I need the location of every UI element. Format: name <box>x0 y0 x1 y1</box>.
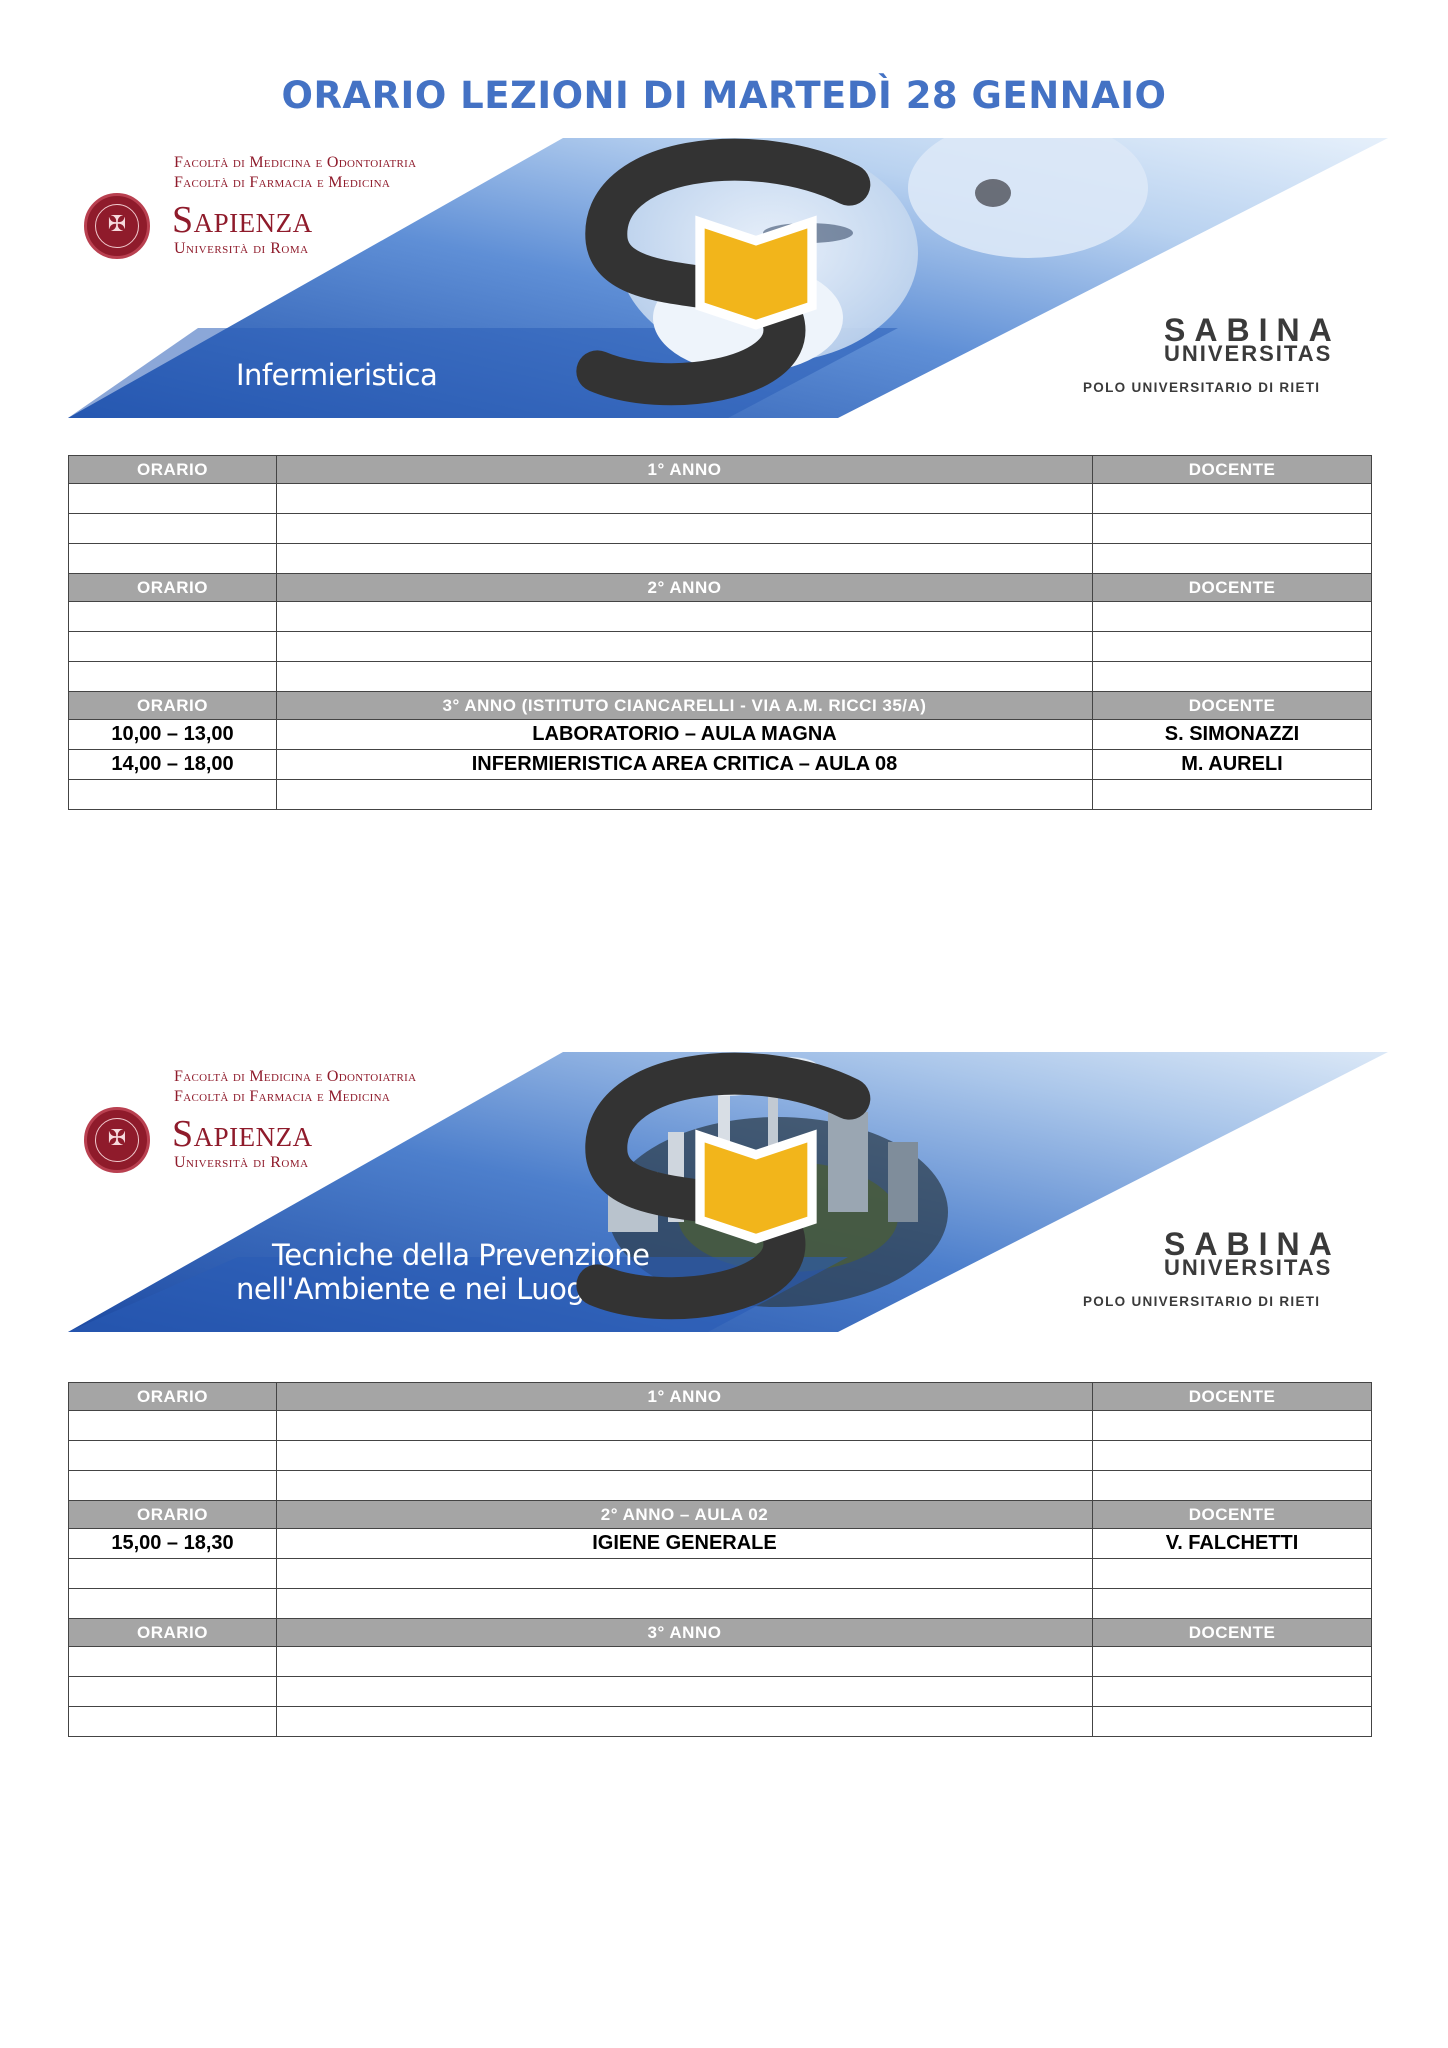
cell-docente <box>1093 1707 1372 1737</box>
sapienza-seal-icon: ✠ <box>84 193 150 259</box>
header-docente: DOCENTE <box>1093 692 1372 720</box>
cell-docente <box>1093 1411 1372 1441</box>
cell-orario: 10,00 – 13,00 <box>69 720 277 750</box>
partner-sub: UNIVERSITAS <box>1164 341 1333 366</box>
cell-docente: V. FALCHETTI <box>1093 1529 1372 1559</box>
cell-orario <box>69 1647 277 1677</box>
cell-docente <box>1093 602 1372 632</box>
table-row <box>69 1647 1372 1677</box>
faculty-line-2: Facoltà di Farmacia e Medicina <box>174 1088 391 1105</box>
table-row <box>69 484 1372 514</box>
university-city: Università di Roma <box>174 1154 309 1171</box>
table-row <box>69 1589 1372 1619</box>
cell-lesson <box>277 484 1093 514</box>
cell-orario <box>69 632 277 662</box>
header-docente: DOCENTE <box>1093 1383 1372 1411</box>
header-docente: DOCENTE <box>1093 1619 1372 1647</box>
table-row <box>69 1471 1372 1501</box>
course-banner-prevenzione <box>68 1052 1388 1332</box>
cell-docente <box>1093 484 1372 514</box>
cell-lesson <box>277 632 1093 662</box>
table-row <box>69 750 1372 780</box>
cell-lesson <box>277 1707 1093 1737</box>
university-city: Università di Roma <box>174 240 309 257</box>
header-orario: ORARIO <box>69 574 277 602</box>
table-row <box>69 544 1372 574</box>
cell-orario <box>69 1471 277 1501</box>
cell-lesson <box>277 1441 1093 1471</box>
sabina-universitas-logo-icon <box>68 138 1388 418</box>
table-row <box>69 1559 1372 1589</box>
cell-lesson: LABORATORIO – AULA MAGNA <box>277 720 1093 750</box>
table-row <box>69 602 1372 632</box>
course-name-line-1: Tecniche della Prevenzione <box>272 1238 650 1272</box>
table-header-row <box>69 1501 1372 1529</box>
course-banner-infermieristica <box>68 138 1388 418</box>
header-year: 2° ANNO <box>277 574 1093 602</box>
faculty-line-2: Facoltà di Farmacia e Medicina <box>174 174 391 191</box>
table-row <box>69 632 1372 662</box>
cell-docente <box>1093 780 1372 810</box>
partner-sub: UNIVERSITAS <box>1164 1255 1333 1280</box>
cell-lesson <box>277 1411 1093 1441</box>
cell-lesson <box>277 1647 1093 1677</box>
header-year: 3° ANNO (ISTITUTO CIANCARELLI - VIA A.M. RICCI 35/A) <box>277 692 1093 720</box>
cell-orario <box>69 544 277 574</box>
cell-lesson: IGIENE GENERALE <box>277 1529 1093 1559</box>
header-orario: ORARIO <box>69 456 277 484</box>
page-title: ORARIO LEZIONI DI MARTEDÌ 28 GENNAIO <box>281 74 1167 117</box>
cell-lesson: INFERMIERISTICA AREA CRITICA – AULA 08 <box>277 750 1093 780</box>
header-year: 3° ANNO <box>277 1619 1093 1647</box>
header-orario: ORARIO <box>69 1383 277 1411</box>
course-name: Infermieristica <box>236 358 438 392</box>
cell-orario <box>69 780 277 810</box>
table-row <box>69 1677 1372 1707</box>
table-row <box>69 514 1372 544</box>
cell-docente <box>1093 1647 1372 1677</box>
faculty-line-1: Facoltà di Medicina e Odontoiatria <box>174 1068 417 1085</box>
cell-docente <box>1093 662 1372 692</box>
cell-orario <box>69 1559 277 1589</box>
partner-tagline: POLO UNIVERSITARIO DI RIETI <box>1083 380 1321 395</box>
cell-docente <box>1093 1589 1372 1619</box>
cell-lesson <box>277 780 1093 810</box>
cell-lesson <box>277 514 1093 544</box>
header-docente: DOCENTE <box>1093 574 1372 602</box>
cell-docente <box>1093 632 1372 662</box>
cell-docente: S. SIMONAZZI <box>1093 720 1372 750</box>
table-header-row <box>69 692 1372 720</box>
cell-orario <box>69 1441 277 1471</box>
cell-orario <box>69 602 277 632</box>
cell-orario <box>69 1411 277 1441</box>
table-row <box>69 780 1372 810</box>
university-name: Sapienza <box>172 1113 313 1155</box>
cell-docente: M. AURELI <box>1093 750 1372 780</box>
table-header-row <box>69 456 1372 484</box>
cell-lesson <box>277 544 1093 574</box>
cell-docente <box>1093 1677 1372 1707</box>
cell-lesson <box>277 602 1093 632</box>
cell-lesson <box>277 662 1093 692</box>
table-header-row <box>69 1619 1372 1647</box>
cell-orario <box>69 1677 277 1707</box>
header-year: 1° ANNO <box>277 1383 1093 1411</box>
cell-lesson <box>277 1677 1093 1707</box>
partner-name: SABINA <box>1164 312 1341 348</box>
table-header-row <box>69 1383 1372 1411</box>
table-row <box>69 1411 1372 1441</box>
table-row <box>69 720 1372 750</box>
header-docente: DOCENTE <box>1093 1501 1372 1529</box>
cell-lesson <box>277 1589 1093 1619</box>
table-row <box>69 1707 1372 1737</box>
university-name: Sapienza <box>172 199 313 241</box>
cell-lesson <box>277 1471 1093 1501</box>
cell-docente <box>1093 1441 1372 1471</box>
cell-orario: 15,00 – 18,30 <box>69 1529 277 1559</box>
table-row <box>69 1529 1372 1559</box>
header-orario: ORARIO <box>69 1501 277 1529</box>
table-row <box>69 662 1372 692</box>
cell-orario <box>69 484 277 514</box>
cell-orario <box>69 514 277 544</box>
cell-docente <box>1093 514 1372 544</box>
cell-orario <box>69 1589 277 1619</box>
cell-orario: 14,00 – 18,00 <box>69 750 277 780</box>
cell-docente <box>1093 1559 1372 1589</box>
partner-name: SABINA <box>1164 1226 1341 1262</box>
cell-orario <box>69 1707 277 1737</box>
table-row <box>69 1441 1372 1471</box>
cell-lesson <box>277 1559 1093 1589</box>
header-orario: ORARIO <box>69 692 277 720</box>
header-year: 2° ANNO – AULA 02 <box>277 1501 1093 1529</box>
cell-docente <box>1093 1471 1372 1501</box>
partner-tagline: POLO UNIVERSITARIO DI RIETI <box>1083 1294 1321 1309</box>
cell-orario <box>69 662 277 692</box>
header-orario: ORARIO <box>69 1619 277 1647</box>
sapienza-seal-icon: ✠ <box>84 1107 150 1173</box>
table-header-row <box>69 574 1372 602</box>
course-name-line-2: nell'Ambiente e nei Luoghi di Lavoro <box>236 1272 748 1306</box>
schedule-table-prevenzione <box>68 1382 1372 1737</box>
header-year: 1° ANNO <box>277 456 1093 484</box>
schedule-table-infermieristica <box>68 455 1372 810</box>
sabina-universitas-logo-icon <box>68 1052 1388 1332</box>
header-docente: DOCENTE <box>1093 456 1372 484</box>
cell-docente <box>1093 544 1372 574</box>
faculty-line-1: Facoltà di Medicina e Odontoiatria <box>174 154 417 171</box>
